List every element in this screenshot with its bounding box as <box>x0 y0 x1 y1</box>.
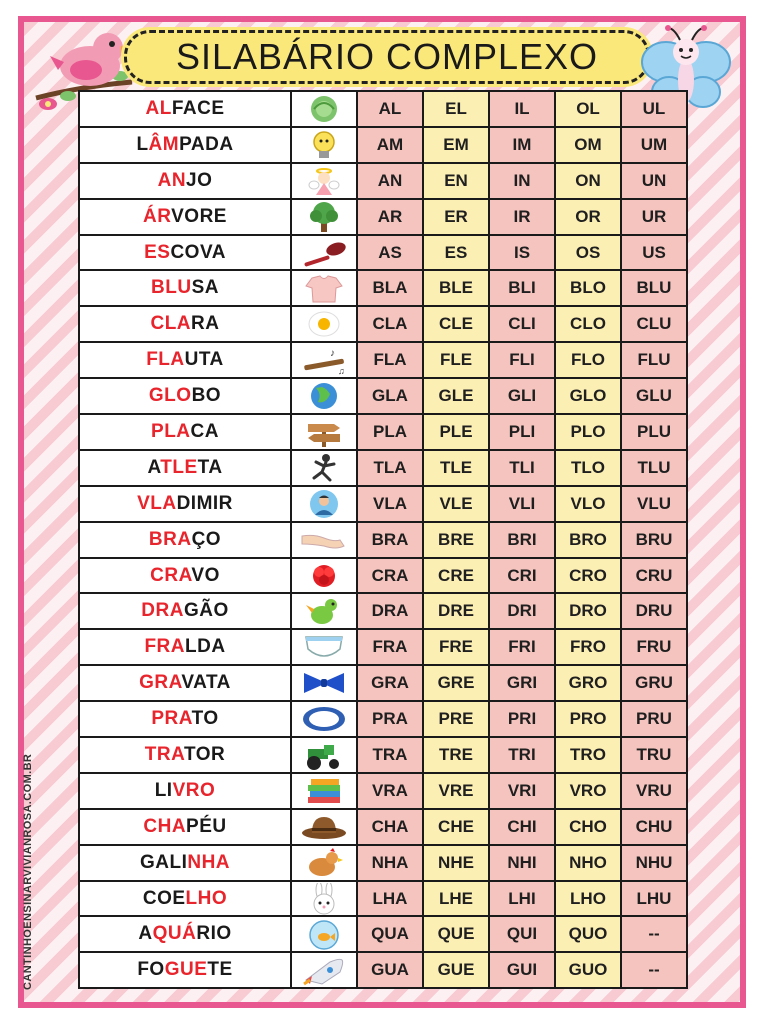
syllable-cell: VLA <box>357 486 423 522</box>
syllable-cell: FRA <box>357 629 423 665</box>
highlighted-syllable: BRA <box>148 528 192 550</box>
plate-icon <box>300 703 348 735</box>
syllable-cell: UR <box>621 199 687 235</box>
syllable-cell: OS <box>555 235 621 271</box>
syllable-cell: NHU <box>621 845 687 881</box>
tractor-icon <box>300 739 348 771</box>
blouse-icon <box>300 272 348 304</box>
table-row <box>79 235 687 271</box>
syllable-cell: NHE <box>423 845 489 881</box>
syllable-cell: VLE <box>423 486 489 522</box>
syllable-cell: ER <box>423 199 489 235</box>
picture-cell <box>291 235 357 271</box>
syllable-cell: BLA <box>357 270 423 306</box>
table-row <box>79 952 687 988</box>
syllable-cell: BLO <box>555 270 621 306</box>
syllable-cell: PRA <box>357 701 423 737</box>
highlighted-syllable: AN <box>157 169 187 191</box>
word-cell <box>79 773 291 809</box>
syllable-cell: GRE <box>423 665 489 701</box>
highlighted-syllable: TRA <box>144 743 184 765</box>
table-row <box>79 127 687 163</box>
picture-cell <box>291 306 357 342</box>
syllable-cell: QUI <box>489 916 555 952</box>
syllable-cell: LHA <box>357 881 423 917</box>
picture-cell <box>291 450 357 486</box>
syllable-cell: ON <box>555 163 621 199</box>
picture-cell <box>291 773 357 809</box>
word-cell <box>79 952 291 988</box>
syllable-cell: FRU <box>621 629 687 665</box>
syllable-cell: CRU <box>621 558 687 594</box>
picture-cell <box>291 916 357 952</box>
syllable-cell: AS <box>357 235 423 271</box>
syllable-cell: DRI <box>489 593 555 629</box>
syllable-cell: DRO <box>555 593 621 629</box>
syllable-cell: FLA <box>357 342 423 378</box>
word-part: TO <box>191 708 219 730</box>
syllable-cell: BRU <box>621 522 687 558</box>
syllable-cell: OR <box>555 199 621 235</box>
word-part: TOR <box>183 743 226 765</box>
syllable-cell: VRI <box>489 773 555 809</box>
table-row <box>79 486 687 522</box>
table-row <box>79 306 687 342</box>
highlighted-syllable: QUÁ <box>152 923 197 945</box>
word-part: RIO <box>196 923 232 945</box>
syllable-cell: TRU <box>621 737 687 773</box>
word-part: L <box>136 133 149 155</box>
word-part: DIMIR <box>176 492 233 514</box>
syllable-cell: TRE <box>423 737 489 773</box>
table-row <box>79 378 687 414</box>
word-part: LDA <box>185 636 226 658</box>
syllable-cell: GLO <box>555 378 621 414</box>
rocket-icon <box>300 954 348 986</box>
syllable-cell: LHE <box>423 881 489 917</box>
picture-cell <box>291 845 357 881</box>
syllable-cell: QUE <box>423 916 489 952</box>
syllable-cell: IM <box>489 127 555 163</box>
picture-cell <box>291 558 357 594</box>
picture-cell <box>291 91 357 127</box>
syllable-cell: CHO <box>555 809 621 845</box>
highlighted-syllable: CRA <box>150 564 192 586</box>
highlighted-syllable: CHA <box>143 815 187 837</box>
highlighted-syllable: BLU <box>151 277 192 299</box>
syllable-cell: PLE <box>423 414 489 450</box>
word-cell <box>79 91 291 127</box>
syllable-cell: CRE <box>423 558 489 594</box>
syllable-cell: BRA <box>357 522 423 558</box>
word-cell <box>79 737 291 773</box>
books-icon <box>300 775 348 807</box>
syllable-cell: VRA <box>357 773 423 809</box>
page-title: SILABÁRIO COMPLEXO <box>124 30 650 84</box>
highlighted-syllable: FLA <box>146 349 185 371</box>
syllable-cell: GLA <box>357 378 423 414</box>
word-cell <box>79 378 291 414</box>
egg-icon <box>300 308 348 340</box>
syllable-cell: US <box>621 235 687 271</box>
highlighted-syllable: TLE <box>160 456 198 478</box>
word-cell <box>79 558 291 594</box>
picture-cell <box>291 342 357 378</box>
syllable-cell: VLI <box>489 486 555 522</box>
syllable-cell: FLI <box>489 342 555 378</box>
syllable-cell: FLU <box>621 342 687 378</box>
syllable-cell: IL <box>489 91 555 127</box>
word-part: JO <box>186 169 213 191</box>
highlighted-syllable: VRO <box>172 779 216 801</box>
syllable-cell: FRO <box>555 629 621 665</box>
highlighted-syllable: PRA <box>151 708 192 730</box>
table-row <box>79 809 687 845</box>
svg-text:♫: ♫ <box>338 366 345 377</box>
bowtie-icon <box>300 667 348 699</box>
table-row <box>79 450 687 486</box>
syllable-cell: EM <box>423 127 489 163</box>
picture-cell <box>291 629 357 665</box>
table-row <box>79 845 687 881</box>
word-part: VATA <box>181 672 231 694</box>
lettuce-icon <box>300 93 348 125</box>
syllable-cell: PLI <box>489 414 555 450</box>
highlighted-syllable: PLA <box>151 420 191 442</box>
syllable-cell: CLE <box>423 306 489 342</box>
word-cell <box>79 522 291 558</box>
athlete-icon <box>300 452 348 484</box>
table-row <box>79 881 687 917</box>
word-part: SA <box>191 277 219 299</box>
picture-cell <box>291 593 357 629</box>
word-cell <box>79 486 291 522</box>
syllable-cell: CHA <box>357 809 423 845</box>
angel-icon <box>300 165 348 197</box>
word-cell <box>79 916 291 952</box>
table-row <box>79 665 687 701</box>
syllable-cell: TRO <box>555 737 621 773</box>
syllable-cell: AM <box>357 127 423 163</box>
syllable-cell: TLO <box>555 450 621 486</box>
syllable-cell: GUE <box>423 952 489 988</box>
word-part: VORE <box>171 205 227 227</box>
syllable-cell: FRI <box>489 629 555 665</box>
syllable-cell: DRA <box>357 593 423 629</box>
syllable-cell: CRI <box>489 558 555 594</box>
word-part: COVA <box>170 241 226 263</box>
table-row <box>79 270 687 306</box>
syllable-cell: -- <box>621 916 687 952</box>
syllable-cell: PLU <box>621 414 687 450</box>
word-part: A <box>147 456 161 478</box>
syllable-cell: CLI <box>489 306 555 342</box>
syllable-cell: PLO <box>555 414 621 450</box>
word-part: GALI <box>139 851 188 873</box>
table-row <box>79 593 687 629</box>
highlighted-syllable: ÁR <box>143 205 172 227</box>
word-part: TE <box>207 959 233 981</box>
word-cell <box>79 163 291 199</box>
globe-icon <box>300 380 348 412</box>
syllable-cell: GUA <box>357 952 423 988</box>
picture-cell <box>291 270 357 306</box>
picture-cell <box>291 881 357 917</box>
word-cell <box>79 809 291 845</box>
syllable-cell: CLO <box>555 306 621 342</box>
syllable-cell: AL <box>357 91 423 127</box>
syllable-cell: OL <box>555 91 621 127</box>
syllable-cell: AN <box>357 163 423 199</box>
syllable-cell: IN <box>489 163 555 199</box>
word-part: PADA <box>179 133 234 155</box>
table-row <box>79 737 687 773</box>
syllable-cell: BLI <box>489 270 555 306</box>
syllable-cell: FRE <box>423 629 489 665</box>
picture-cell <box>291 378 357 414</box>
highlighted-syllable: NHA <box>187 851 231 873</box>
syllable-cell: UL <box>621 91 687 127</box>
syllable-cell: VRE <box>423 773 489 809</box>
syllable-cell: GUI <box>489 952 555 988</box>
syllable-cell: OM <box>555 127 621 163</box>
syllable-cell: BRI <box>489 522 555 558</box>
picture-cell <box>291 809 357 845</box>
syllable-cell: PRU <box>621 701 687 737</box>
word-part: PÉU <box>186 815 227 837</box>
syllable-cell: GLU <box>621 378 687 414</box>
hen-icon <box>300 847 348 879</box>
highlighted-syllable: GUE <box>164 959 208 981</box>
syllable-cell: TLE <box>423 450 489 486</box>
syllable-cell: CLU <box>621 306 687 342</box>
syllable-cell: FLE <box>423 342 489 378</box>
highlighted-syllable: LHO <box>185 887 228 909</box>
syllable-cell: PRE <box>423 701 489 737</box>
arm-icon <box>300 524 348 556</box>
syllable-cell: GLE <box>423 378 489 414</box>
syllable-cell: LHO <box>555 881 621 917</box>
hat-icon <box>300 811 348 843</box>
syllable-cell: CHE <box>423 809 489 845</box>
word-cell <box>79 414 291 450</box>
syllable-cell: BRE <box>423 522 489 558</box>
table-row <box>79 163 687 199</box>
lightbulb-icon <box>300 129 348 161</box>
syllable-cell: VLU <box>621 486 687 522</box>
highlighted-syllable: DRA <box>141 600 184 622</box>
syllable-table <box>78 90 688 989</box>
picture-cell <box>291 522 357 558</box>
svg-text:♪: ♪ <box>330 348 335 360</box>
word-part: GÃO <box>183 600 229 622</box>
word-part: FACE <box>171 97 225 119</box>
syllable-cell: LHU <box>621 881 687 917</box>
word-cell <box>79 342 291 378</box>
word-cell <box>79 629 291 665</box>
word-part: LI <box>154 779 173 801</box>
word-cell <box>79 306 291 342</box>
syllable-cell: GRI <box>489 665 555 701</box>
syllable-cell: BLE <box>423 270 489 306</box>
syllable-cell: TLU <box>621 450 687 486</box>
highlighted-syllable: CLA <box>150 313 192 335</box>
syllable-cell: PRO <box>555 701 621 737</box>
picture-cell <box>291 486 357 522</box>
table-row <box>79 342 687 378</box>
syllable-cell: DRU <box>621 593 687 629</box>
word-part: A <box>138 923 153 945</box>
signpost-icon <box>300 416 348 448</box>
table-row <box>79 558 687 594</box>
syllable-cell: GRA <box>357 665 423 701</box>
syllable-cell: EN <box>423 163 489 199</box>
syllable-cell: NHO <box>555 845 621 881</box>
word-part: FO <box>137 959 165 981</box>
highlighted-syllable: GLO <box>148 385 192 407</box>
syllable-cell: IR <box>489 199 555 235</box>
syllable-cell: GRO <box>555 665 621 701</box>
syllable-cell: CRO <box>555 558 621 594</box>
word-cell <box>79 199 291 235</box>
brush-icon <box>300 237 348 269</box>
syllable-cell: NHA <box>357 845 423 881</box>
syllable-cell: CLA <box>357 306 423 342</box>
word-cell <box>79 701 291 737</box>
highlighted-syllable: VLA <box>137 492 177 514</box>
picture-cell <box>291 414 357 450</box>
picture-cell <box>291 199 357 235</box>
picture-cell <box>291 737 357 773</box>
word-cell <box>79 881 291 917</box>
syllable-cell: DRE <box>423 593 489 629</box>
syllable-cell: TLI <box>489 450 555 486</box>
table-row <box>79 701 687 737</box>
syllable-cell: TLA <box>357 450 423 486</box>
picture-cell <box>291 701 357 737</box>
table-row <box>79 916 687 952</box>
syllable-cell: TRI <box>489 737 555 773</box>
word-cell <box>79 593 291 629</box>
picture-cell <box>291 127 357 163</box>
table-row <box>79 522 687 558</box>
word-part: VO <box>191 564 220 586</box>
table-row <box>79 199 687 235</box>
word-part: BO <box>191 385 222 407</box>
word-part: ÇO <box>191 528 222 550</box>
syllable-cell: GRU <box>621 665 687 701</box>
syllable-cell: LHI <box>489 881 555 917</box>
highlighted-syllable: AL <box>145 97 172 119</box>
tree-icon <box>300 201 348 233</box>
syllable-cell: IS <box>489 235 555 271</box>
syllable-cell: UM <box>621 127 687 163</box>
syllable-cell: CHI <box>489 809 555 845</box>
syllable-cell: TRA <box>357 737 423 773</box>
picture-cell <box>291 163 357 199</box>
picture-cell <box>291 952 357 988</box>
syllable-cell: QUA <box>357 916 423 952</box>
word-cell <box>79 270 291 306</box>
syllable-cell: EL <box>423 91 489 127</box>
syllable-cell: QUO <box>555 916 621 952</box>
syllable-cell: BLU <box>621 270 687 306</box>
highlighted-syllable: GRA <box>139 672 182 694</box>
syllable-cell: VRU <box>621 773 687 809</box>
word-part: UTA <box>184 349 224 371</box>
rabbit-icon <box>300 883 348 915</box>
syllable-cell: VRO <box>555 773 621 809</box>
table-row <box>79 414 687 450</box>
syllable-cell: PLA <box>357 414 423 450</box>
syllable-cell: UN <box>621 163 687 199</box>
picture-cell <box>291 665 357 701</box>
highlighted-syllable: FRA <box>144 636 185 658</box>
fishbowl-icon <box>300 918 348 950</box>
word-cell <box>79 450 291 486</box>
table-row <box>79 773 687 809</box>
diaper-icon <box>300 631 348 663</box>
table-row <box>79 91 687 127</box>
word-cell <box>79 235 291 271</box>
syllable-cell: PRI <box>489 701 555 737</box>
syllable-cell: GUO <box>555 952 621 988</box>
syllable-cell: VLO <box>555 486 621 522</box>
syllable-cell: BRO <box>555 522 621 558</box>
syllable-cell: ES <box>423 235 489 271</box>
syllable-cell: NHI <box>489 845 555 881</box>
word-part: RA <box>191 313 220 335</box>
word-part: CA <box>190 420 219 442</box>
syllable-cell: AR <box>357 199 423 235</box>
word-cell <box>79 127 291 163</box>
boy-avatar-icon <box>300 488 348 520</box>
highlighted-syllable: ES <box>144 241 171 263</box>
syllable-cell: FLO <box>555 342 621 378</box>
table-row <box>79 629 687 665</box>
syllable-cell: GLI <box>489 378 555 414</box>
flute-icon <box>300 344 348 376</box>
syllable-cell: -- <box>621 952 687 988</box>
word-cell <box>79 665 291 701</box>
highlighted-syllable: ÂM <box>148 133 180 155</box>
syllable-cell: CRA <box>357 558 423 594</box>
word-part: TA <box>197 456 223 478</box>
syllable-cell: CHU <box>621 809 687 845</box>
dragon-icon <box>300 595 348 627</box>
word-cell <box>79 845 291 881</box>
website-watermark: CANTINHOENSINARVIVIANROSA.COM.BR <box>22 753 34 990</box>
word-part: COE <box>142 887 186 909</box>
carnation-icon <box>300 560 348 592</box>
